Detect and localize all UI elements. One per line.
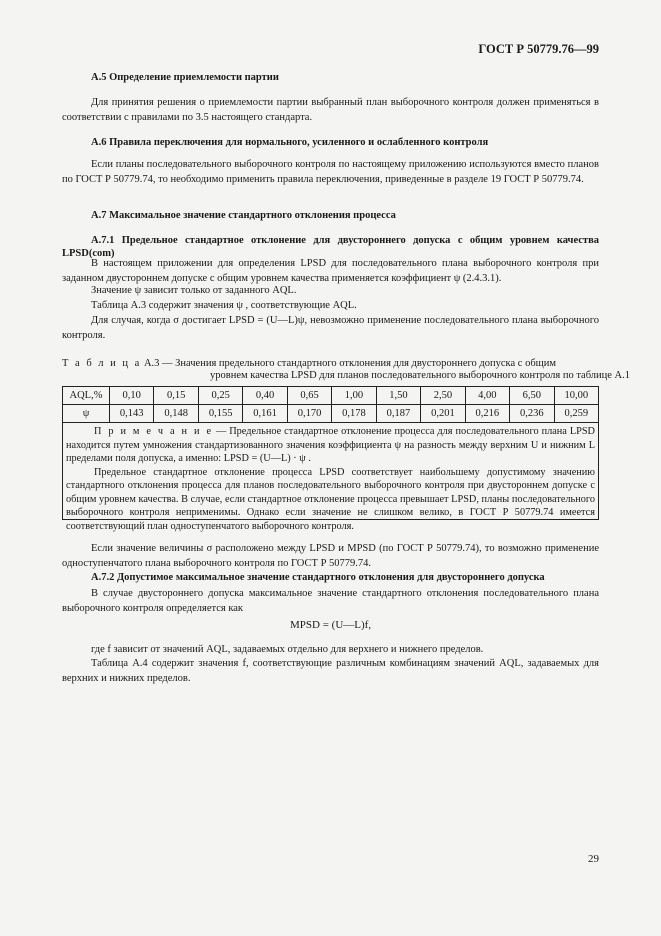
section-a7-heading: А.7 Максимальное значение стандартного отклонения процесса <box>91 210 396 221</box>
note-label: П р и м е ч а н и е <box>94 426 214 437</box>
note-paragraph-2: Предельное стандартное отклонение процесса LPSD соответствует наибольшему допустимому значению стандартного отклонения процесса для планов последовательного выборочного контроля при двустороннем допуске с общим уровнем качества. В случае, если стандартное отклонение процесса превышает LPSD, планы последовательного выборочного контроля неприменимы. Однако если значение не слишком велико, в ГОСТ Р 50779.74 имеется соответствующий план одноступенчатого выборочного контроля. <box>66 466 595 532</box>
psi-table <box>62 386 599 423</box>
table-cell: 10,00 <box>554 387 598 405</box>
note-text-1: — Предельное стандартное отклонение процесса для последовательного плана LPSD находится путем умножения стандартизованного значения коэффициента ψ на разность между верхним U и нижним L пределами поля допуска, а именно: LPSD = (U—L) · ψ . <box>66 426 595 464</box>
section-a6-text: Если планы последовательного выборочного контроля по настоящему приложению используются вместо планов по ГОСТ Р 50779.74, то необходимо применить правила переключения, приведенные в разделе 19 ГОСТ Р 50779.74. <box>62 159 599 185</box>
section-a71-text4: Для случая, когда σ достигает LPSD = (U—L)ψ, невозможно применение последовательного плана выборочного контроля. <box>62 315 599 341</box>
section-a5-heading: А.5 Определение приемлемости партии <box>91 72 279 83</box>
table-cell: 0,236 <box>510 405 554 423</box>
table-cell: 1,50 <box>376 387 420 405</box>
table-cell: 6,50 <box>510 387 554 405</box>
section-a71-text3: Таблица А.3 содержит значения ψ , соответствующие AQL. <box>91 300 357 311</box>
section-a71-text2: Значение ψ зависит только от заданного AQL. <box>91 285 297 296</box>
table-cell-label: AQL,% <box>63 387 110 405</box>
table-cell: 0,25 <box>198 387 242 405</box>
table-note <box>62 422 599 532</box>
table-cell: 0,40 <box>243 387 287 405</box>
table-row-psi <box>63 405 599 423</box>
note-paragraph-1 <box>66 425 595 466</box>
table-row-aql <box>63 387 599 405</box>
table-cell: 0,178 <box>332 405 376 423</box>
after-text1: Если значение величины σ расположено между LPSD и MPSD (по ГОСТ Р 50779.74), то возможно применение одноступенчатого плана выборочного контроля по ГОСТ Р 50779.74. <box>62 543 599 569</box>
section-a71-text1: В настоящем приложении для определения LPSD для последовательного плана выборочного контроля при заданном двустороннем допуске с общим уровнем качества применяется коэффициент ψ (2.4.3.1). <box>62 258 599 284</box>
section-a72-text1: В случае двустороннего допуска максимальное значение стандартного отклонения последовательного плана выборочного контроля определяется как <box>62 588 599 614</box>
table-cell: 0,161 <box>243 405 287 423</box>
table-cell: 0,170 <box>287 405 331 423</box>
section-a72-text2: где f зависит от значений AQL, задаваемых отдельно для верхнего и нижнего пределов. <box>91 644 484 655</box>
table-cell: 0,216 <box>465 405 509 423</box>
table-cell: 0,155 <box>198 405 242 423</box>
table-cell: 1,00 <box>332 387 376 405</box>
section-a72-text3: Таблица А.4 содержит значения f, соответствующие различным комбинациям значений AQL, задаваемых для верхних и нижних пределов. <box>62 658 599 684</box>
table-cell: 0,201 <box>421 405 465 423</box>
table-cell: 0,65 <box>287 387 331 405</box>
table-caption-line2: уровнем качества LPSD для планов последовательного выборочного контроля по таблице А.1 <box>210 370 631 381</box>
table-cell: 0,187 <box>376 405 420 423</box>
standard-header: ГОСТ Р 50779.76—99 <box>478 42 599 56</box>
table-cell-label: ψ <box>63 405 110 423</box>
table-cell: 0,259 <box>554 405 598 423</box>
section-a72-heading: А.7.2 Допустимое максимальное значение стандартного отклонения для двустороннего допуска <box>91 572 545 583</box>
table-cell: 0,15 <box>154 387 198 405</box>
section-a5-text: Для принятия решения о приемлемости партии выбранный план выборочного контроля должен применяться в соответствии с правилами по 3.5 настоящего стандарта. <box>62 97 599 123</box>
section-a6-heading: А.6 Правила переключения для нормального, усиленного и ослабленного контроля <box>91 137 489 148</box>
table-caption-prefix: Т а б л и ц а <box>62 358 142 369</box>
table-cell: 2,50 <box>421 387 465 405</box>
section-a71-heading: А.7.1 Предельное стандартное отклонение для двустороннего допуска с общим уровнем качества LPSD(com) <box>62 235 599 259</box>
table-cell: 0,143 <box>110 405 154 423</box>
table-cell: 0,148 <box>154 405 198 423</box>
table-caption-line1: А.3 — Значения предельного стандартного отклонения для двустороннего допуска с общим <box>143 358 557 369</box>
table-cell: 0,10 <box>110 387 154 405</box>
page-number: 29 <box>588 853 599 865</box>
formula-mpsd: MPSD = (U—L)f, <box>290 619 372 631</box>
table-cell: 4,00 <box>465 387 509 405</box>
table-caption <box>62 357 602 370</box>
